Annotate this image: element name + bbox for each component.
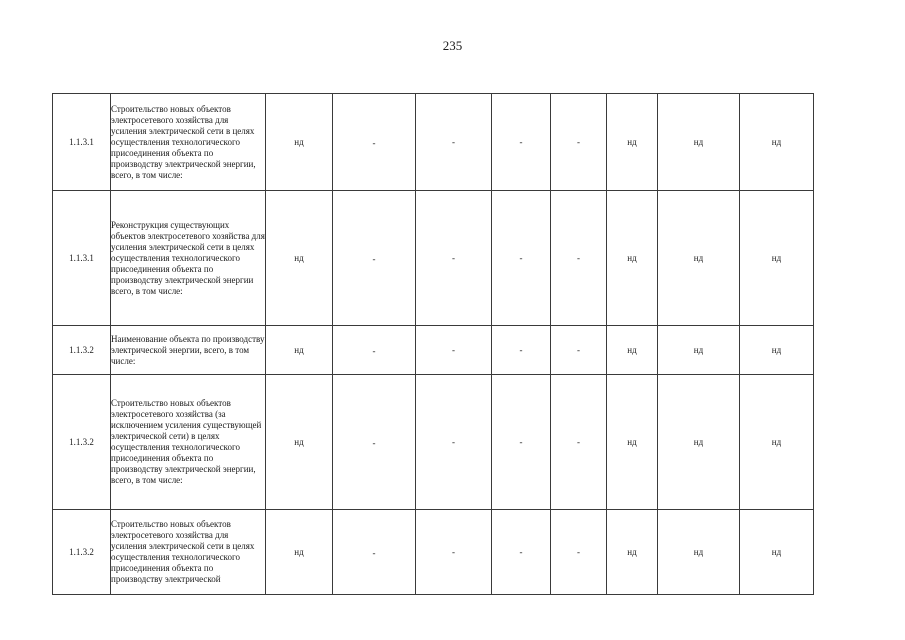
cell-value: - (551, 375, 607, 510)
cell-value: - (551, 94, 607, 191)
cell-value: нд (658, 326, 740, 375)
cell-value: - (416, 191, 492, 326)
cell-value: нд (266, 94, 333, 191)
table-row (53, 326, 814, 375)
cell-value: - (416, 510, 492, 595)
cell-value (333, 326, 416, 375)
cell-value (333, 375, 416, 510)
cell-value: - (492, 94, 551, 191)
cell-value (333, 510, 416, 595)
cell-value: нд (740, 510, 814, 595)
row-code: 1.1.3.1 (53, 94, 111, 191)
investment-table (52, 93, 814, 595)
cell-dash: - (372, 547, 376, 558)
row-name: Строительство новых объектов электросетевого хозяйства для усиления электрической сети в целях осуществления технологического присоединения объекта по производству электрической (111, 510, 266, 595)
page-number: 235 (442, 38, 463, 53)
cell-value: нд (658, 191, 740, 326)
cell-value: нд (658, 510, 740, 595)
cell-value: - (551, 510, 607, 595)
cell-value: нд (607, 94, 658, 191)
cell-value (333, 191, 416, 326)
cell-value: нд (740, 94, 814, 191)
cell-value: нд (607, 191, 658, 326)
cell-value: - (416, 375, 492, 510)
cell-value: нд (607, 510, 658, 595)
cell-dash: - (372, 253, 376, 264)
cell-value: нд (740, 375, 814, 510)
cell-value: - (416, 326, 492, 375)
row-name: Наименование объекта по производству электрической энергии, всего, в том числе: (111, 326, 266, 375)
row-name: Реконструкция существующих объектов электросетевого хозяйства для усиления электрической сети в целях осуществления технологического присоединения объекта по производству электрической энергии всего, в том числе: (111, 191, 266, 326)
cell-value: нд (658, 94, 740, 191)
row-code: 1.1.3.2 (53, 510, 111, 595)
table-row (53, 375, 814, 510)
cell-value: нд (266, 326, 333, 375)
cell-value: - (492, 375, 551, 510)
row-name: Строительство новых объектов электросетевого хозяйства для усиления электрической сети в целях осуществления технологического присоединения объекта по производству электрической энергии, всего, в том числе: (111, 94, 266, 191)
cell-value: - (551, 191, 607, 326)
cell-dash: - (372, 437, 376, 448)
cell-dash: - (372, 137, 376, 148)
cell-value: - (492, 191, 551, 326)
cell-value: нд (266, 510, 333, 595)
table-row (53, 191, 814, 326)
cell-value: - (551, 326, 607, 375)
cell-value: - (492, 326, 551, 375)
cell-value (333, 94, 416, 191)
cell-value: нд (740, 326, 814, 375)
table-row (53, 94, 814, 191)
cell-value: - (416, 94, 492, 191)
row-name: Строительство новых объектов электросетевого хозяйства (за исключением усиления существующей электрической сети) в целях осуществления технологического присоединения объекта по производству электрической энергии, всего, в том числе: (111, 375, 266, 510)
cell-value: нд (658, 375, 740, 510)
row-code: 1.1.3.2 (53, 326, 111, 375)
cell-value: - (492, 510, 551, 595)
table-row (53, 510, 814, 595)
cell-dash: - (372, 345, 376, 356)
cell-value: нд (266, 375, 333, 510)
cell-value: нд (266, 191, 333, 326)
cell-value: нд (607, 375, 658, 510)
row-code: 1.1.3.2 (53, 375, 111, 510)
cell-value: нд (740, 191, 814, 326)
cell-value: нд (607, 326, 658, 375)
row-code: 1.1.3.1 (53, 191, 111, 326)
